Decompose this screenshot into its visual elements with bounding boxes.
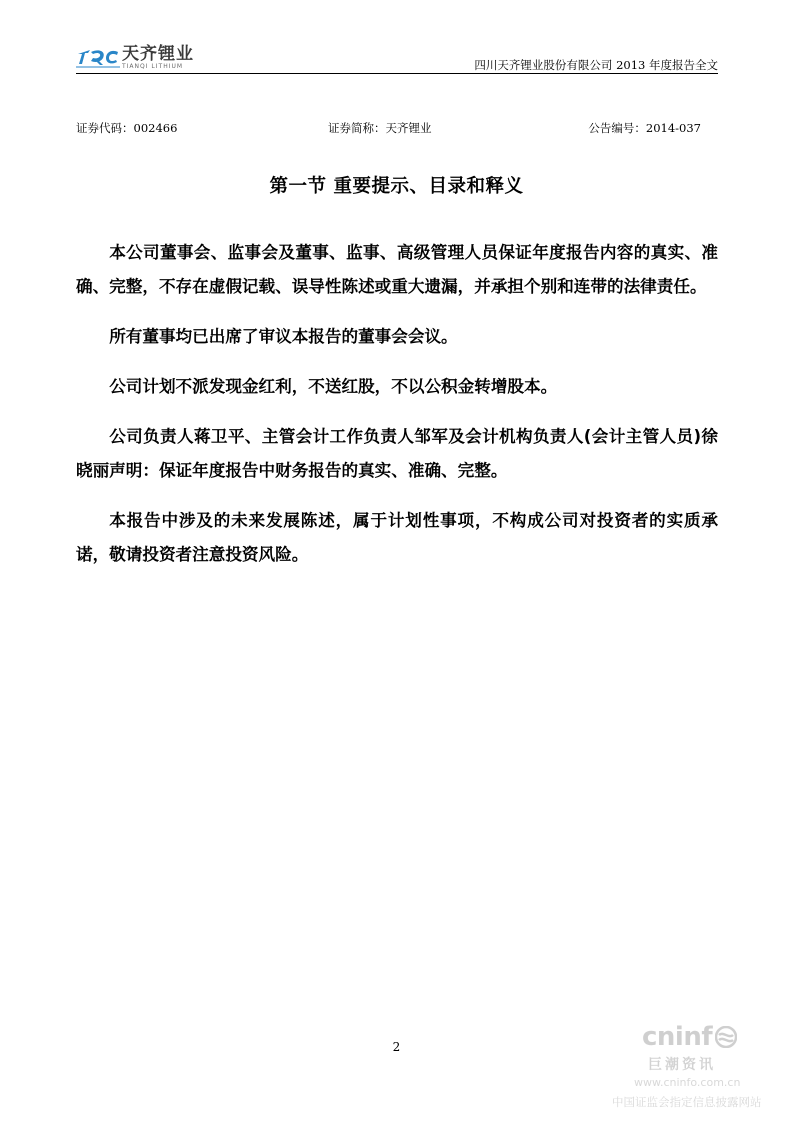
paragraph-directors-attendance: 所有董事均已出席了审议本报告的董事会会议。	[109, 327, 458, 346]
watermark-brand: cninf	[642, 1022, 713, 1052]
company-logo	[76, 46, 194, 70]
header-divider	[76, 73, 718, 74]
page-header	[76, 46, 718, 72]
page-number: 2	[392, 1040, 401, 1054]
paragraph-dividend-plan: 公司计划不派发现金红利，不送红股，不以公积金转增股本。	[109, 377, 558, 396]
logo-name: 天齐锂业	[122, 44, 194, 64]
document-title: 四川天齐锂业股份有限公司 2013 年度报告全文	[474, 58, 718, 72]
paragraph-board-guarantee: 本公司董事会、监事会及董事、监事、高级管理人员保证年度报告内容的真实、准确、完整，不存在虚假记载、误导性陈述或重大遗漏，并承担个别和连带的法律责任。	[76, 243, 718, 296]
paragraph-financial-statement: 公司负责人蒋卫平、主管会计工作负责人邹军及会计机构负责人(会计主管人员)徐晓丽声明：保证年度报告中财务报告的真实、准确、完整。	[76, 427, 718, 480]
logo-subtitle: TIANQI LITHIUM	[122, 63, 184, 70]
paragraph-risk-warning: 本报告中涉及的未来发展陈述，属于计划性事项，不构成公司对投资者的实质承诺，敬请投资者注意投资风险。	[76, 511, 718, 564]
security-abbreviation: 证券简称：天齐锂业	[328, 121, 432, 135]
watermark-tagline: 中国证监会指定信息披露网站	[612, 1095, 762, 1109]
cninfo-watermark	[612, 1020, 793, 1122]
security-code: 证券代码：002466	[76, 121, 178, 135]
watermark-brand-cn: 巨潮资讯	[648, 1057, 716, 1073]
section-title: 第一节 重要提示、目录和释义	[269, 176, 524, 197]
announcement-number: 公告编号：2014-037	[588, 121, 701, 135]
watermark-url: www.cninfo.com.cn	[634, 1076, 741, 1089]
tianqi-logo-icon	[76, 46, 120, 70]
notice-body	[76, 236, 718, 588]
cninfo-swirl-icon	[715, 1026, 737, 1048]
